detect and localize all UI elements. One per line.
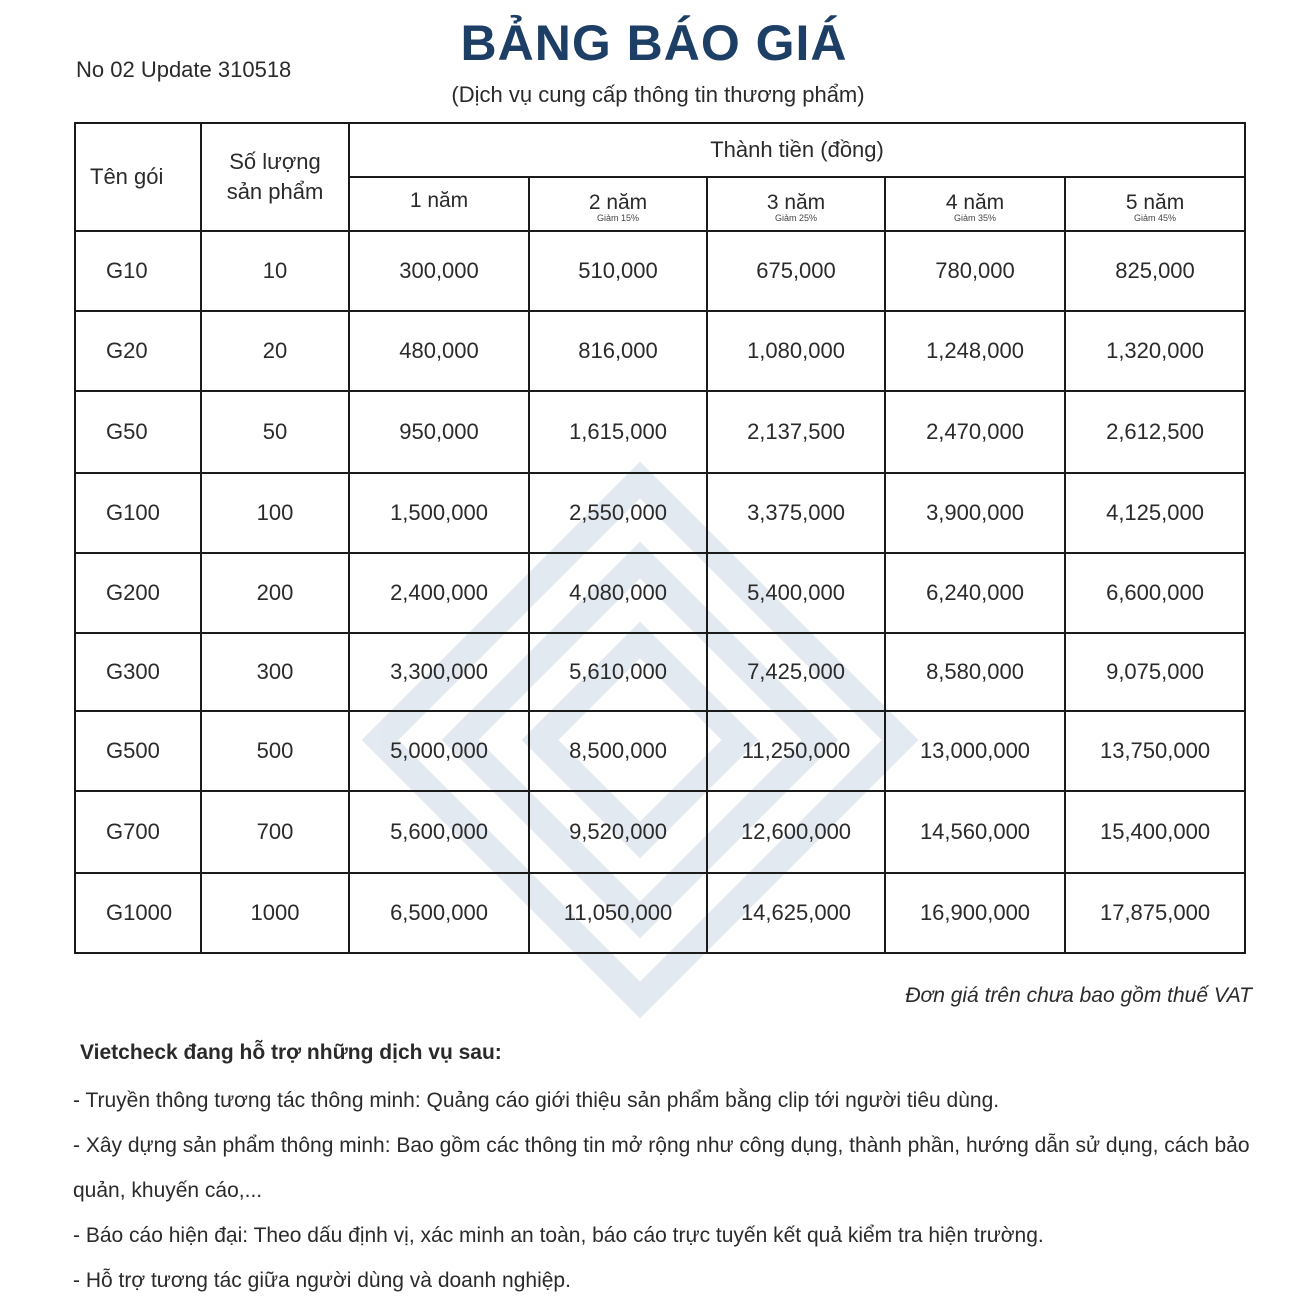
price-cell-year-2: 816,000	[529, 311, 707, 391]
package-name-cell: G100	[75, 473, 201, 553]
service-item: - Xây dựng sản phẩm thông minh: Bao gồm các thông tin mở rộng như công dụng, thành phần, hướng dẫn sử dụng, cách bảo quản, khuyến cáo,...	[73, 1134, 1250, 1202]
document-number: No 02 Update 310518	[76, 57, 292, 82]
discount-note: Giảm 35%	[953, 212, 997, 223]
price-cell-year-1: 3,300,000	[349, 633, 529, 711]
package-name-cell: G1000	[75, 873, 201, 953]
discount-note: Giảm 25%	[774, 212, 818, 223]
header-year-5	[1065, 177, 1245, 231]
year-label: 1 năm	[409, 189, 469, 212]
price-cell-year-5: 4,125,000	[1065, 473, 1245, 553]
services-list	[73, 1078, 1253, 1303]
quantity-cell: 100	[201, 473, 349, 553]
year-label: 3 năm	[766, 190, 826, 214]
price-cell-year-1: 950,000	[349, 391, 529, 473]
service-item: - Hỗ trợ tương tác giữa người dùng và doanh nghiệp.	[73, 1269, 571, 1292]
table-row	[75, 711, 1245, 791]
year-label: 5 năm	[1125, 190, 1185, 214]
discount-note: Giảm 45%	[1134, 212, 1177, 223]
price-cell-year-5: 17,875,000	[1065, 873, 1245, 953]
price-cell-year-3: 3,375,000	[707, 473, 885, 553]
year-label: 2 năm	[588, 190, 648, 214]
price-cell-year-2: 9,520,000	[529, 791, 707, 873]
price-cell-year-5: 15,400,000	[1065, 791, 1245, 873]
package-name-cell: G300	[75, 633, 201, 711]
price-cell-year-2: 2,550,000	[529, 473, 707, 553]
package-name-cell: G500	[75, 711, 201, 791]
price-cell-year-2: 1,615,000	[529, 391, 707, 473]
header-year-2	[529, 177, 707, 231]
header-quantity: Số lượng sản phẩm	[201, 123, 349, 231]
header-package-name: Tên gói	[75, 123, 201, 231]
header-amount: Thành tiền (đồng)	[349, 123, 1245, 177]
price-cell-year-1: 6,500,000	[349, 873, 529, 953]
price-cell-year-2: 8,500,000	[529, 711, 707, 791]
page-subtitle: (Dịch vụ cung cấp thông tin thương phẩm)	[451, 82, 865, 107]
price-cell-year-5: 2,612,500	[1065, 391, 1245, 473]
price-cell-year-3: 7,425,000	[707, 633, 885, 711]
price-cell-year-4: 14,560,000	[885, 791, 1065, 873]
price-cell-year-1: 5,600,000	[349, 791, 529, 873]
price-cell-year-5: 13,750,000	[1065, 711, 1245, 791]
table-row	[75, 391, 1245, 473]
discount-note: Giảm 15%	[596, 212, 640, 223]
price-cell-year-4: 6,240,000	[885, 553, 1065, 633]
price-cell-year-5: 9,075,000	[1065, 633, 1245, 711]
price-cell-year-3: 2,137,500	[707, 391, 885, 473]
table-row	[75, 473, 1245, 553]
price-cell-year-4: 13,000,000	[885, 711, 1065, 791]
header-year-4	[885, 177, 1065, 231]
price-cell-year-5: 825,000	[1065, 231, 1245, 311]
quantity-cell: 1000	[201, 873, 349, 953]
price-cell-year-1: 480,000	[349, 311, 529, 391]
price-cell-year-2: 510,000	[529, 231, 707, 311]
table-row	[75, 791, 1245, 873]
quantity-cell: 20	[201, 311, 349, 391]
header-year-3	[707, 177, 885, 231]
year-label: 4 năm	[945, 190, 1005, 214]
package-name-cell: G10	[75, 231, 201, 311]
package-name-cell: G20	[75, 311, 201, 391]
table-row	[75, 231, 1245, 311]
price-cell-year-3: 675,000	[707, 231, 885, 311]
package-name-cell: G200	[75, 553, 201, 633]
table-row	[75, 873, 1245, 953]
price-cell-year-3: 11,250,000	[707, 711, 885, 791]
price-cell-year-2: 11,050,000	[529, 873, 707, 953]
vat-note: Đơn giá trên chưa bao gồm thuế VAT	[905, 984, 1252, 1007]
price-cell-year-2: 4,080,000	[529, 553, 707, 633]
price-cell-year-3: 5,400,000	[707, 553, 885, 633]
price-cell-year-3: 12,600,000	[707, 791, 885, 873]
price-cell-year-4: 8,580,000	[885, 633, 1065, 711]
quantity-cell: 200	[201, 553, 349, 633]
price-cell-year-4: 3,900,000	[885, 473, 1065, 553]
price-cell-year-1: 5,000,000	[349, 711, 529, 791]
price-cell-year-5: 6,600,000	[1065, 553, 1245, 633]
package-name-cell: G700	[75, 791, 201, 873]
price-cell-year-4: 780,000	[885, 231, 1065, 311]
table-row	[75, 311, 1245, 391]
price-cell-year-4: 1,248,000	[885, 311, 1065, 391]
package-name-cell: G50	[75, 391, 201, 473]
price-cell-year-1: 2,400,000	[349, 553, 529, 633]
quantity-cell: 50	[201, 391, 349, 473]
quantity-cell: 700	[201, 791, 349, 873]
table-row	[75, 633, 1245, 711]
price-cell-year-1: 1,500,000	[349, 473, 529, 553]
quantity-cell: 500	[201, 711, 349, 791]
header-year-1	[349, 177, 529, 231]
price-cell-year-5: 1,320,000	[1065, 311, 1245, 391]
price-cell-year-4: 16,900,000	[885, 873, 1065, 953]
price-table	[74, 122, 1246, 954]
price-cell-year-2: 5,610,000	[529, 633, 707, 711]
page-title: BẢNG BÁO GIÁ	[460, 15, 848, 71]
quantity-cell: 300	[201, 633, 349, 711]
service-item: - Báo cáo hiện đại: Theo dấu định vị, xác minh an toàn, báo cáo trực tuyến kết quả kiểm tra hiện trường.	[73, 1224, 1044, 1247]
price-cell-year-4: 2,470,000	[885, 391, 1065, 473]
price-cell-year-1: 300,000	[349, 231, 529, 311]
quantity-cell: 10	[201, 231, 349, 311]
services-title: Vietcheck đang hỗ trợ những dịch vụ sau:	[80, 1041, 502, 1064]
table-row	[75, 553, 1245, 633]
service-item: - Truyền thông tương tác thông minh: Quảng cáo giới thiệu sản phẩm bằng clip tới người tiêu dùng.	[73, 1089, 1000, 1112]
price-cell-year-3: 1,080,000	[707, 311, 885, 391]
price-cell-year-3: 14,625,000	[707, 873, 885, 953]
